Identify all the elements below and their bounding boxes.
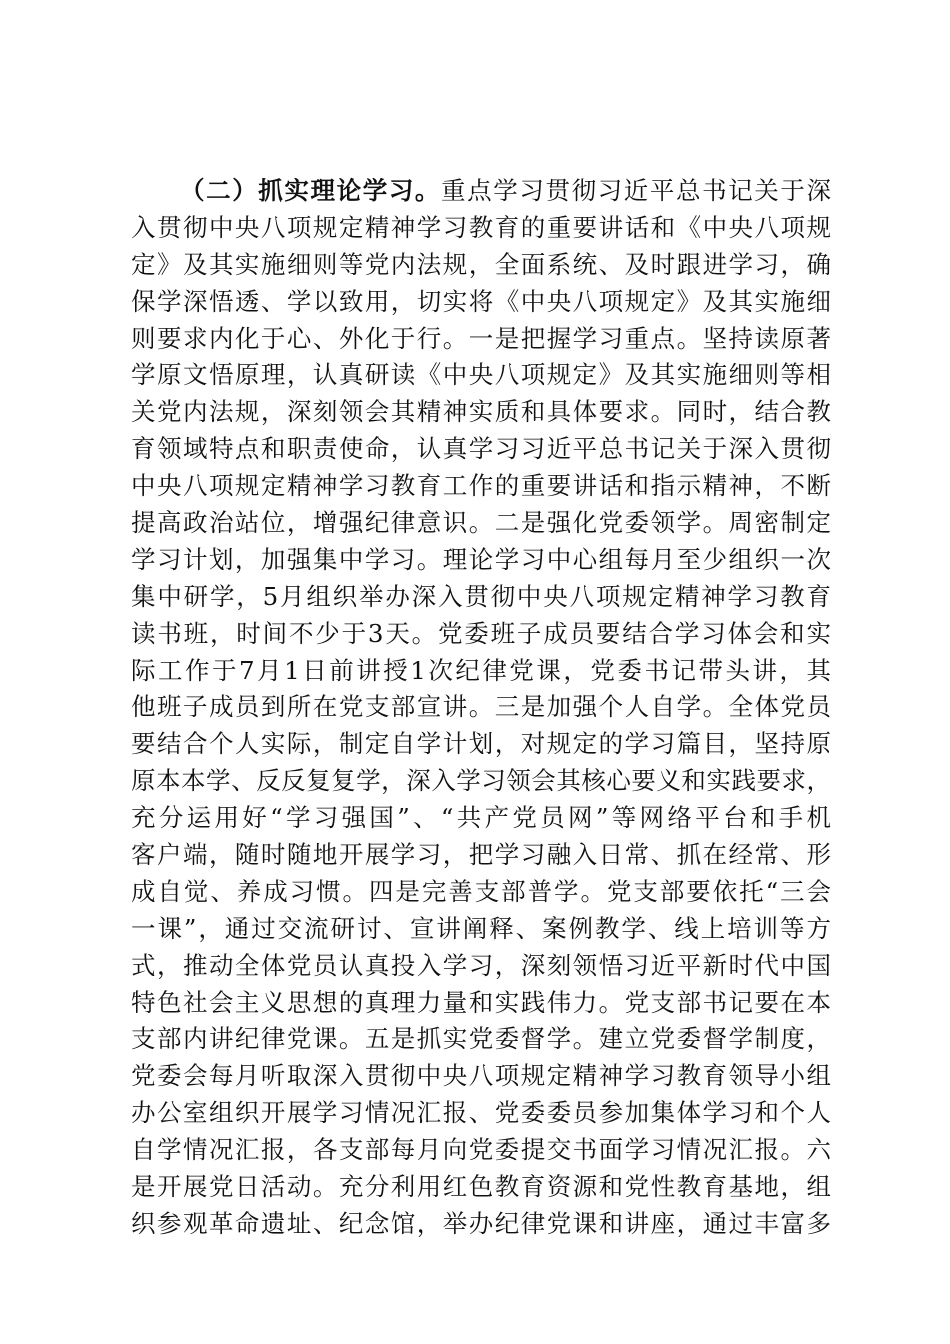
paragraph-line: 一课”，通过交流研讨、宣讲阐释、案例教学、线上培训等方 (131, 913, 831, 943)
paragraph-line: 党委会每月听取深入贯彻中央八项规定精神学习教育领导小组 (131, 1061, 831, 1091)
paragraph-line-text: 重点学习贯彻习近平总书记关于深 (441, 176, 832, 205)
paragraph-line: 要结合个人实际，制定自学计划，对规定的学习篇目，坚持原 (131, 729, 831, 759)
paragraph-line: 特色社会主义思想的真理力量和实践伟力。党支部书记要在本 (131, 987, 831, 1017)
paragraph-line: 式，推动全体党员认真投入学习，深刻领悟习近平新时代中国 (131, 950, 831, 980)
paragraph-line: 际工作于7月1日前讲授1次纪律党课，党委书记带头讲，其 (131, 655, 831, 685)
paragraph-line: 入贯彻中央八项规定精神学习教育的重要讲话和《中央八项规 (131, 212, 831, 242)
paragraph-line: 客户端，随时随地开展学习，把学习融入日常、抓在经常、形 (131, 840, 831, 870)
paragraph-line: 学习计划，加强集中学习。理论学习中心组每月至少组织一次 (131, 544, 831, 574)
paragraph-line: 提高政治站位，增强纪律意识。二是强化党委领学。周密制定 (131, 508, 831, 538)
paragraph-line (131, 173, 831, 210)
paragraph-line: 自学情况汇报，各支部每月向党委提交书面学习情况汇报。六 (131, 1135, 831, 1165)
paragraph-line: 学原文悟原理，认真研读《中央八项规定》及其实施细则等相 (131, 360, 831, 390)
paragraph-line: 办公室组织开展学习情况汇报、党委委员参加集体学习和个人 (131, 1098, 831, 1128)
paragraph-line: 育领域特点和职责使命，认真学习习近平总书记关于深入贯彻 (131, 434, 831, 464)
paragraph-line: 读书班，时间不少于3天。党委班子成员要结合学习体会和实 (131, 618, 831, 648)
paragraph-line: 织参观革命遗址、纪念馆，举办纪律党课和讲座，通过丰富多 (131, 1208, 831, 1238)
paragraph-line: 原本本学、反反复复学，深入学习领会其核心要义和实践要求， (131, 766, 831, 796)
section-heading: （二）抓实理论学习。 (180, 176, 442, 205)
paragraph-line: 保学深悟透、学以致用，切实将《中央八项规定》及其实施细 (131, 286, 831, 316)
paragraph-line: 关党内法规，深刻领会其精神实质和具体要求。同时，结合教 (131, 397, 831, 427)
paragraph-line: 成自觉、养成习惯。四是完善支部普学。党支部要依托“三会 (131, 876, 831, 906)
paragraph-line: 定》及其实施细则等党内法规，全面系统、及时跟进学习，确 (131, 249, 831, 279)
paragraph-line: 则要求内化于心、外化于行。一是把握学习重点。坚持读原著 (131, 323, 831, 353)
paragraph-line: 是开展党日活动。充分利用红色教育资源和党性教育基地，组 (131, 1172, 831, 1202)
paragraph-line: 支部内讲纪律党课。五是抓实党委督学。建立党委督学制度， (131, 1024, 831, 1054)
paragraph-line: 集中研学，5月组织举办深入贯彻中央八项规定精神学习教育 (131, 581, 831, 611)
paragraph-line: 中央八项规定精神学习教育工作的重要讲话和指示精神，不断 (131, 471, 831, 501)
paragraph-line: 充分运用好“学习强国”、“共产党员网”等网络平台和手机 (131, 803, 831, 833)
paragraph-line: 他班子成员到所在党支部宣讲。三是加强个人自学。全体党员 (131, 692, 831, 722)
body-paragraph (131, 173, 831, 1243)
